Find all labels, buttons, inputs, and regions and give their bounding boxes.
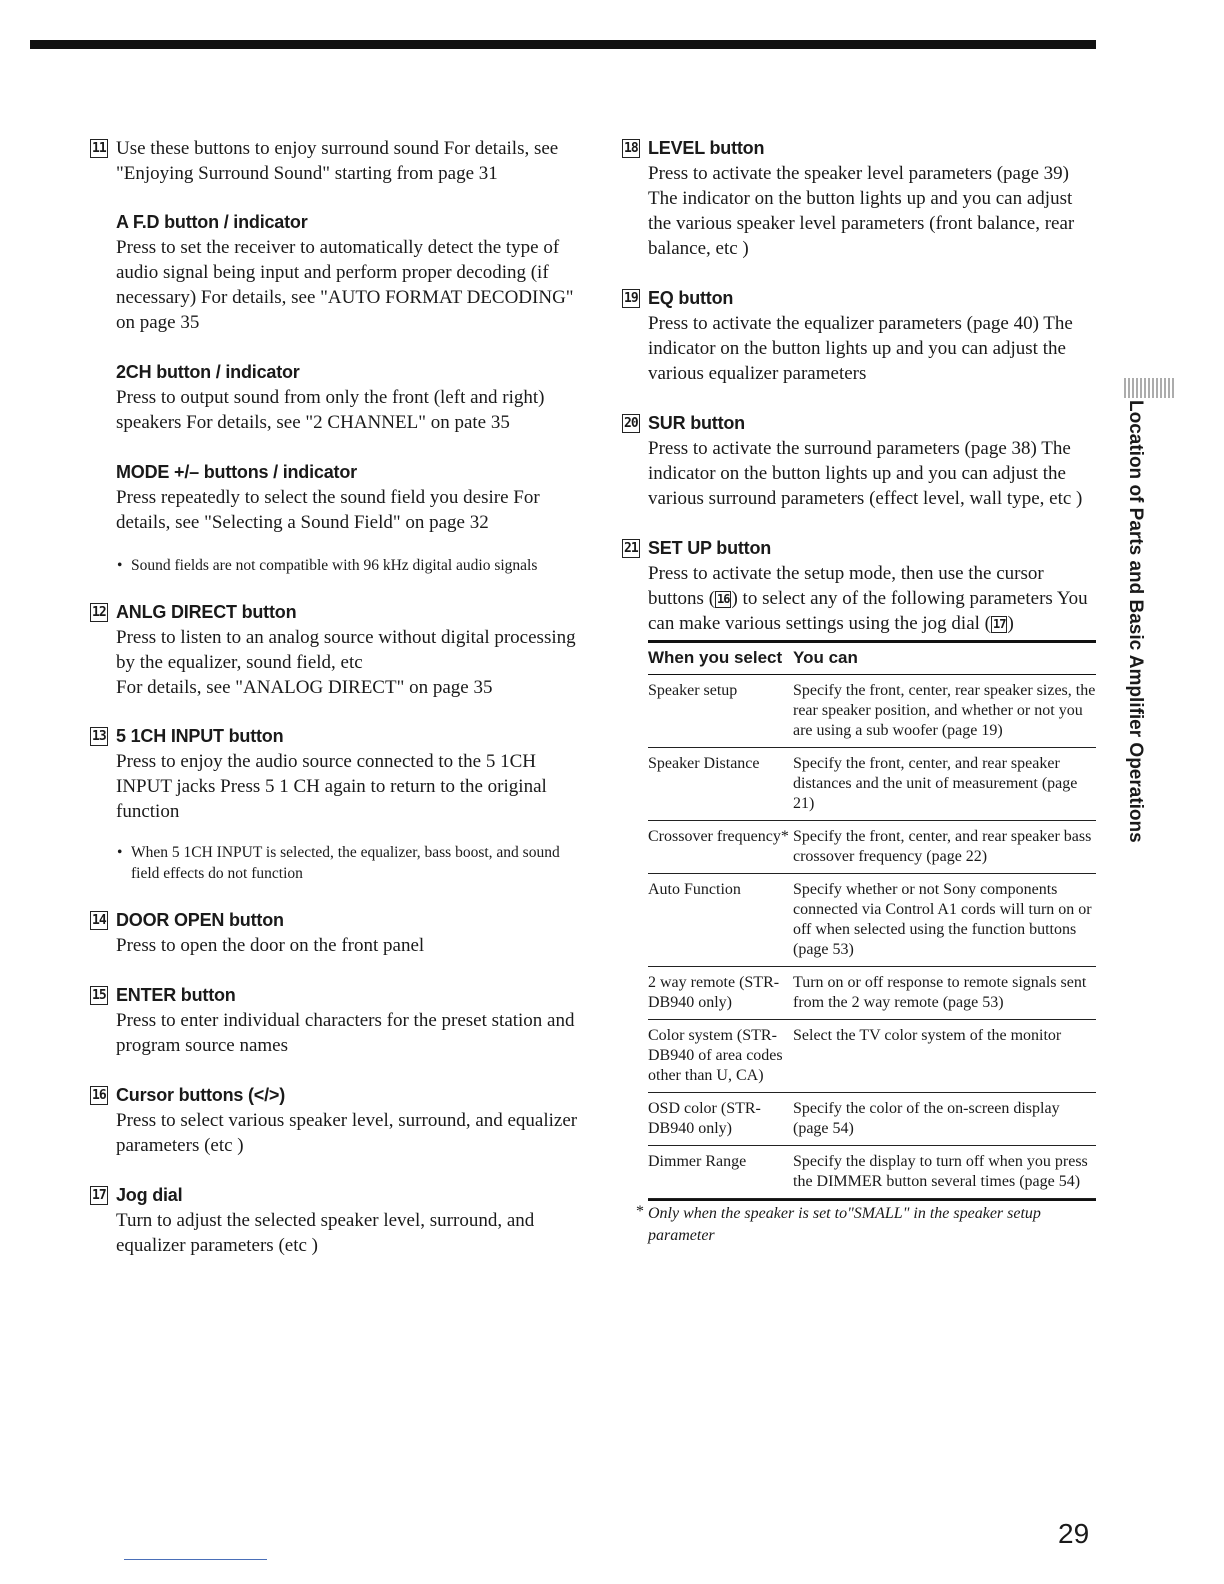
entry-body: Press to open the door on the front panel xyxy=(116,935,425,956)
table-bottom-rule xyxy=(648,1199,1096,1201)
table-cell: Dimmer Range xyxy=(648,1153,747,1170)
entry-number: 18 xyxy=(624,141,638,156)
bullet-icon: • xyxy=(117,844,123,861)
entry-number: 17 xyxy=(92,1188,106,1203)
entry-heading: EQ button xyxy=(648,288,734,308)
entry-body: Press to activate the surround parameters (page 38) The indicator on the button lights up and you can adjust the various surround parameters (effect level, wall type, etc ) xyxy=(648,438,1083,509)
entry-20 xyxy=(620,411,1096,511)
table-cell: 2 way remote (STR-DB940 only) xyxy=(648,974,780,1011)
entry-heading: Cursor buttons (</>) xyxy=(116,1085,286,1105)
table-cell: Specify the front, center, and rear speaker distances and the unit of measurement (page 21) xyxy=(793,755,1078,812)
entry-14 xyxy=(88,908,578,958)
entry-heading: ANLG DIRECT button xyxy=(116,602,297,622)
entry-11 xyxy=(88,136,578,576)
table-row xyxy=(648,1093,1096,1146)
entry-18 xyxy=(620,136,1096,261)
entry-number: 15 xyxy=(92,988,106,1003)
entry-15 xyxy=(88,983,578,1058)
entry-body: Turn to adjust the selected speaker level, surround, and equalizer parameters (etc ) xyxy=(116,1210,535,1256)
entry-16 xyxy=(88,1083,578,1158)
entry-number: 19 xyxy=(624,291,638,306)
side-tab-marker xyxy=(1124,378,1176,398)
table-cell: Auto Function xyxy=(648,881,741,898)
entry-heading: SUR button xyxy=(648,413,745,433)
mode-heading: MODE +/– buttons / indicator xyxy=(116,462,357,482)
table-cell: Select the TV color system of the monitor xyxy=(793,1027,1062,1044)
entry-number: 16 xyxy=(92,1088,106,1103)
note-text: When 5 1CH INPUT is selected, the equalizer, bass boost, and sound field effects do not function xyxy=(131,844,560,882)
entry-number: 21 xyxy=(624,541,638,556)
table-footnote xyxy=(620,1203,1096,1247)
side-tab-label: Location of Parts and Basic Amplifier Operations xyxy=(1125,400,1146,843)
left-column xyxy=(88,136,578,1258)
entry-heading: SET UP button xyxy=(648,538,772,558)
entry-17 xyxy=(88,1183,578,1258)
entry-heading: DOOR OPEN button xyxy=(116,910,284,930)
entry-number: 20 xyxy=(624,416,638,431)
table-cell: Speaker Distance xyxy=(648,755,760,772)
bullet-icon: • xyxy=(117,557,123,574)
right-column xyxy=(620,136,1096,1247)
entry-body: Press to select various speaker level, surround, and equalizer parameters (etc ) xyxy=(116,1110,578,1156)
entry-heading: ENTER button xyxy=(116,985,236,1005)
table-cell: Turn on or off response to remote signals sent from the 2 way remote (page 53) xyxy=(793,974,1087,1011)
settings-table xyxy=(648,640,1096,1201)
table-cell: Specify the front, center, rear speaker sizes, the rear speaker position, and whether or not you are using a sub woofer (page 19) xyxy=(793,682,1096,739)
note xyxy=(116,842,578,884)
entry-body: Press to enjoy the audio source connected to the 5 1CH INPUT jacks Press 5 1 CH again to return to the original function xyxy=(116,751,547,822)
reference-number: 16 xyxy=(717,592,730,606)
entry-body xyxy=(648,561,1096,636)
table-cell: Specify whether or not Sony components connected via Control A1 cords will turn on or off when selected using the function buttons (page 53) xyxy=(793,881,1092,958)
body-text: ) xyxy=(1007,613,1014,634)
bottom-rule xyxy=(124,1559,267,1560)
table-cell: OSD color (STR-DB940 only) xyxy=(648,1100,761,1137)
afd-body: Press to set the receiver to automatically detect the type of audio signal being input and perform proper decoding (if necessary) For details, see "AUTO FORMAT DECODING" on page 35 xyxy=(116,237,574,333)
entry-body: Press to listen to an analog source without digital processing by the equalizer, sound field, etc For details, see "ANALOG DIRECT" on page 35 xyxy=(116,627,576,698)
column-header: When you select xyxy=(648,648,783,667)
table-cell: Color system (STR-DB940 of area codes other than U, CA) xyxy=(648,1027,783,1084)
entry-body: Press to enter individual characters for the preset station and program source names xyxy=(116,1010,575,1056)
2ch-body: Press to output sound from only the front (left and right) speakers For details, see "2 CHANNEL" on pate 35 xyxy=(116,387,545,433)
body-text: Press to activate the setup mode, then use the cursor buttons ( xyxy=(648,563,1044,609)
footnote-text: Only when the speaker is set to"SMALL" in the speaker setup parameter xyxy=(648,1204,1041,1244)
table-row xyxy=(648,1020,1096,1093)
entry-number: 13 xyxy=(92,729,106,744)
entry-heading: 5 1CH INPUT button xyxy=(116,726,284,746)
2ch-heading: 2CH button / indicator xyxy=(116,362,300,382)
entry-body: Use these buttons to enjoy surround sound For details, see "Enjoying Surround Sound" starting from page 31 xyxy=(116,138,559,184)
afd-heading: A F.D button / indicator xyxy=(116,212,308,232)
entry-12 xyxy=(88,600,578,700)
entry-heading: Jog dial xyxy=(116,1185,183,1205)
entry-21 xyxy=(620,536,1096,636)
entry-body: Press to activate the speaker level parameters (page 39) The indicator on the button lights up and you can adjust the various speaker level parameters (front balance, rear balance, etc ) xyxy=(648,163,1075,259)
table-row xyxy=(648,748,1096,821)
page-number: 29 xyxy=(1058,1518,1090,1549)
mode-body: Press repeatedly to select the sound field you desire For details, see "Selecting a Sound Field" on page 32 xyxy=(116,487,540,533)
table-row xyxy=(648,967,1096,1020)
note-text: Sound fields are not compatible with 96 kHz digital audio signals xyxy=(131,557,538,574)
table-cell: Crossover frequency* xyxy=(648,828,789,845)
top-rule xyxy=(30,40,1096,49)
table-row xyxy=(648,874,1096,967)
table-row xyxy=(648,1146,1096,1199)
entry-number: 14 xyxy=(92,913,106,928)
body-text: ) to select any of the following parameters You can make various settings using the jog dial ( xyxy=(648,588,1088,634)
table-cell: Specify the display to turn off when you press the DIMMER button several times (page 54) xyxy=(793,1153,1088,1190)
entry-body: Press to activate the equalizer parameters (page 40) The indicator on the button lights up and you can adjust the various equalizer parameters xyxy=(648,313,1073,384)
note xyxy=(116,555,578,576)
table-cell: Specify the front, center, and rear speaker bass crossover frequency (page 22) xyxy=(793,828,1092,865)
table-row xyxy=(648,821,1096,874)
table-header xyxy=(648,643,1096,675)
reference-number: 17 xyxy=(992,617,1006,631)
entry-19 xyxy=(620,286,1096,386)
table-cell: Specify the color of the on-screen display (page 54) xyxy=(793,1100,1060,1137)
entry-number: 12 xyxy=(92,605,106,620)
entry-number: 11 xyxy=(92,141,106,156)
entry-heading: LEVEL button xyxy=(648,138,765,158)
table-cell: Speaker setup xyxy=(648,682,738,699)
column-header: You can xyxy=(793,648,858,667)
footnote-mark: * xyxy=(636,1202,644,1220)
entry-13 xyxy=(88,724,578,884)
table-row xyxy=(648,675,1096,748)
